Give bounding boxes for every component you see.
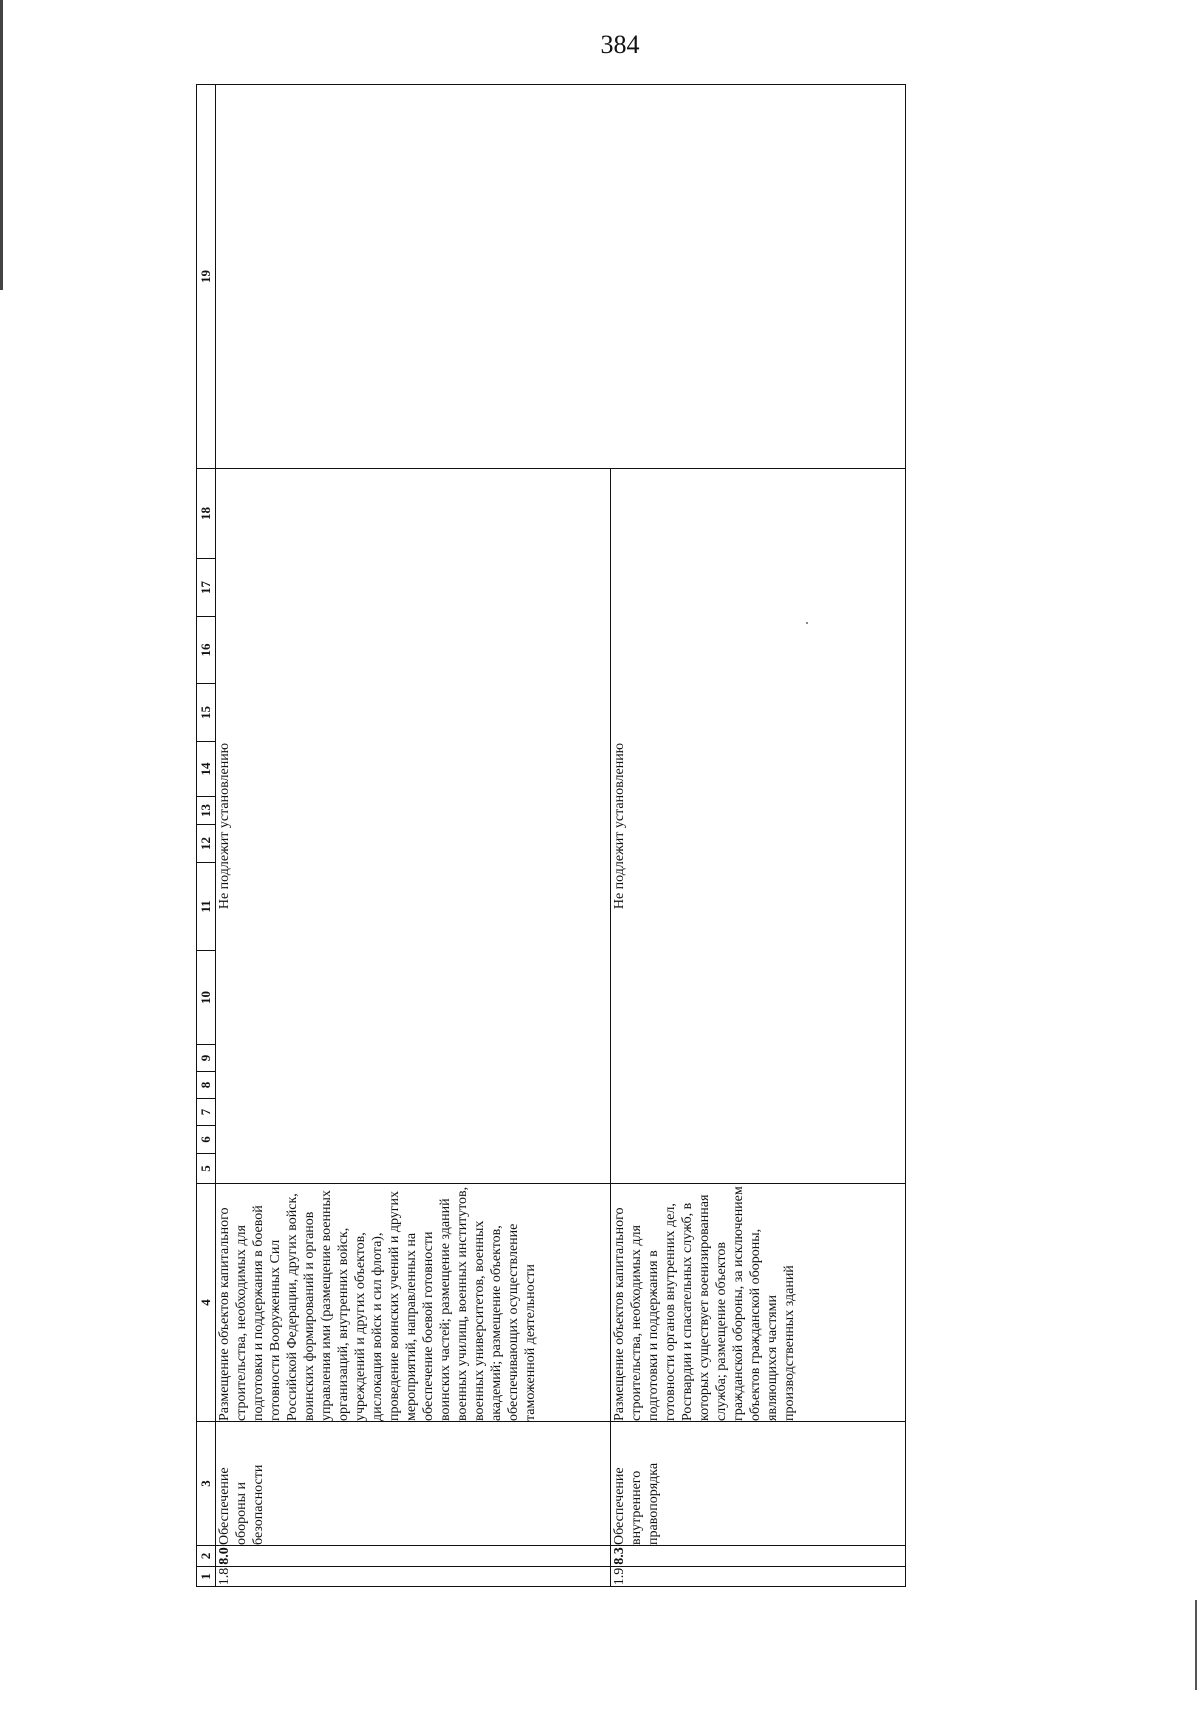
row-number: 1.9 bbox=[611, 1567, 906, 1587]
header-cell: 17 bbox=[197, 559, 216, 617]
rotated-table-container bbox=[196, 105, 906, 1587]
scan-edge-right bbox=[1195, 1600, 1197, 1690]
header-cell: 5 bbox=[197, 1154, 216, 1184]
header-cell: 9 bbox=[197, 1045, 216, 1072]
zoning-regulations-table bbox=[196, 84, 906, 1587]
scan-edge-left bbox=[0, 0, 3, 290]
use-description: Размещение объектов капитального строительства, необходимых для подготовки и поддержания в боевой готовности Вооруженных Сил Российской Федерации, других войск, воинских формирований и органов управления ими (размещение военных организаций, внутренних войск, учреждений и других объектов, дислокация войск и сил флота), проведение воинских учений и других мероприятий, направленных на обеспечение боевой готовности воинских частей; размещение зданий военных училищ, военных институтов, военных университетов, военных академий; размещение объектов, обеспечивающих осуществление таможенной деятельности bbox=[216, 1184, 611, 1422]
parameters-not-set: Не подлежит установлению bbox=[216, 469, 611, 1184]
header-cell: 8 bbox=[197, 1072, 216, 1099]
header-cell: 3 bbox=[197, 1422, 216, 1546]
column-19-cell bbox=[216, 85, 906, 469]
use-name: Обеспечение обороны и безопасности bbox=[216, 1422, 611, 1546]
parameters-not-set: Не подлежит установлению bbox=[611, 469, 906, 1184]
header-cell: 16 bbox=[197, 617, 216, 684]
header-cell: 10 bbox=[197, 951, 216, 1045]
header-cell: 11 bbox=[197, 863, 216, 951]
header-cell: 2 bbox=[197, 1546, 216, 1567]
header-cell: 12 bbox=[197, 825, 216, 863]
use-description: Размещение объектов капитального строительства, необходимых для подготовки и поддержания в готовности органов внутренних дел, Росгвардии и спасательных служб, в которых существует военизированная служба; размещение объектов гражданской обороны, за исключением объектов гражданской обороны, являющихся частями производственных зданий bbox=[611, 1184, 906, 1422]
page-number: 384 bbox=[600, 30, 640, 59]
header-cell: 19 bbox=[197, 85, 216, 469]
row-number: 1.8 bbox=[216, 1567, 611, 1587]
header-cell: 18 bbox=[197, 469, 216, 559]
use-code: 8.0 bbox=[216, 1546, 611, 1567]
header-cell: 4 bbox=[197, 1184, 216, 1422]
header-row bbox=[197, 85, 216, 1587]
use-name: Обеспечение внутреннего правопорядка bbox=[611, 1422, 906, 1546]
header-cell: 13 bbox=[197, 797, 216, 825]
header-cell: 15 bbox=[197, 684, 216, 742]
table-row bbox=[216, 85, 611, 1587]
header-cell: 6 bbox=[197, 1126, 216, 1154]
header-cell: 1 bbox=[197, 1567, 216, 1587]
header-cell: 14 bbox=[197, 742, 216, 797]
use-code: 8.3 bbox=[611, 1546, 906, 1567]
header-cell: 7 bbox=[197, 1099, 216, 1126]
